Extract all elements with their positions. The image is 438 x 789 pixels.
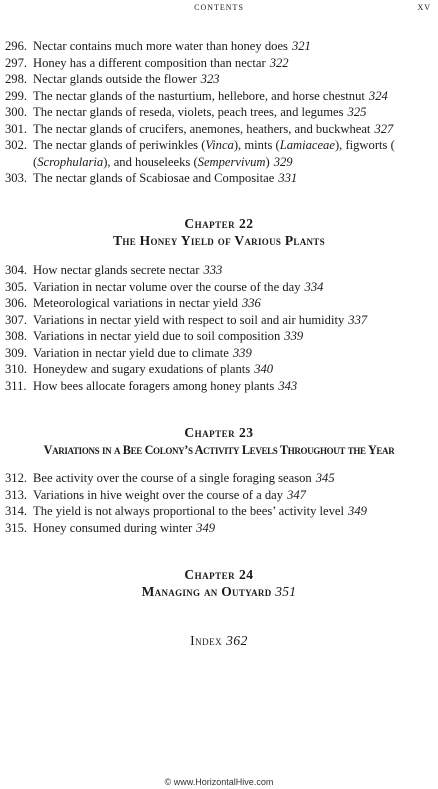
- running-header-page-number: xv: [417, 1, 431, 13]
- chapter-title-line: [0, 583, 438, 601]
- entry-page: 323: [200, 72, 220, 86]
- entry-title-italic: Scrophularia: [37, 154, 104, 169]
- entry-title: Honey consumed during winter: [33, 520, 193, 535]
- index-entry: [0, 633, 438, 649]
- toc-entry: [5, 88, 435, 105]
- entry-page: 333: [203, 263, 223, 277]
- toc-entry: [5, 520, 435, 537]
- entry-page: 336: [241, 296, 261, 310]
- chapter-page: 351: [275, 584, 297, 599]
- entry-number: 303.: [5, 171, 28, 185]
- entry-number: 310.: [5, 362, 28, 376]
- toc-list-chapter-21: [5, 38, 435, 187]
- index-label: Index: [190, 633, 223, 648]
- entry-number: 304.: [5, 263, 28, 277]
- entry-number: 313.: [5, 487, 28, 502]
- entry-title: Variations in nectar yield with respect to soil and air humidity: [33, 312, 345, 327]
- toc-entry: [5, 137, 435, 170]
- entry-page: 340: [254, 362, 274, 376]
- entry-page: 322: [269, 55, 289, 70]
- entry-number: 299.: [5, 88, 28, 103]
- entry-title: Variation in nectar yield due to climate: [33, 345, 229, 360]
- toc-entry: [5, 312, 435, 329]
- entry-number: 315.: [5, 520, 28, 535]
- entry-number: 311.: [5, 378, 27, 393]
- chapter-title: Variations in a Bee Colony’s Activity Levels Throughout the Year: [43, 443, 395, 457]
- entry-title: Variations in hive weight over the course of a day: [33, 487, 284, 502]
- entry-page: 327: [374, 121, 394, 136]
- entry-title-part: ), figworts (: [334, 138, 395, 152]
- toc-list-chapter-22: [5, 262, 435, 394]
- toc-entry: [5, 345, 435, 362]
- entry-page: 349: [196, 520, 216, 535]
- toc-entry: [5, 487, 435, 504]
- toc-entry: [5, 361, 435, 378]
- entry-title: Variations in nectar yield due to soil composition: [33, 329, 281, 343]
- toc-entry: [5, 262, 435, 279]
- entry-title-italic: Sempervivum: [197, 154, 266, 169]
- entry-number: 297.: [5, 55, 28, 70]
- entry-page: 329: [273, 154, 293, 169]
- toc-entry: [5, 170, 435, 187]
- entry-number: 296.: [5, 39, 28, 53]
- toc-entry: [5, 71, 435, 88]
- running-header: [0, 0, 438, 16]
- entry-page: 339: [232, 345, 252, 360]
- entry-page: 347: [287, 487, 306, 502]
- chapter-number: Chapter 23: [184, 425, 254, 440]
- entry-number: 312.: [5, 471, 28, 485]
- entry-page: 345: [315, 471, 335, 485]
- entry-page: 324: [368, 88, 388, 103]
- entry-title: Variation in nectar volume over the course of the day: [33, 279, 301, 294]
- chapter-heading-24: [0, 566, 438, 601]
- entry-title: Bee activity over the course of a single foraging season: [33, 471, 312, 485]
- entry-number: 305.: [5, 279, 28, 294]
- chapter-heading-23: [0, 424, 438, 459]
- toc-entry: [5, 121, 435, 138]
- entry-title-italic: Lamiaceae: [279, 138, 335, 152]
- toc-entry: [5, 38, 435, 55]
- running-header-title: contents: [194, 1, 244, 13]
- entry-title-part: The nectar glands of periwinkles (: [33, 138, 206, 152]
- entry-title-part: ), and houseleeks (: [103, 154, 198, 169]
- toc-list-chapter-23: [5, 470, 435, 536]
- entry-title-italic: Vinca: [205, 138, 234, 152]
- entry-number: 306.: [5, 296, 28, 310]
- entry-title-part: ): [265, 154, 270, 169]
- entry-title: Honey has a different composition than nectar: [33, 55, 266, 70]
- toc-entry: [5, 328, 435, 345]
- entry-number: 301.: [5, 121, 28, 136]
- entry-title: How bees allocate foragers among honey plants: [33, 378, 275, 393]
- entry-number: 298.: [5, 72, 28, 86]
- entry-title: How nectar glands secrete nectar: [33, 263, 200, 277]
- entry-number: 314.: [5, 504, 28, 518]
- chapter-title: The Honey Yield of Various Plants: [113, 233, 325, 248]
- footer-copyright: © www.HorizontalHive.com: [164, 777, 274, 787]
- entry-title: Nectar glands outside the flower: [33, 72, 197, 86]
- entry-title: Meteorological variations in nectar yield: [33, 296, 238, 310]
- toc-entry: [5, 295, 435, 312]
- entry-page: 325: [347, 105, 367, 119]
- toc-entry: [5, 104, 435, 121]
- entry-page: 339: [284, 329, 304, 343]
- toc-entry: [5, 378, 435, 395]
- entry-page: 331: [278, 171, 298, 185]
- entry-title: The yield is not always proportional to the bees’ activity level: [33, 504, 345, 518]
- entry-number: 308.: [5, 329, 28, 343]
- entry-title: The nectar glands of crucifers, anemones, heathers, and buckwheat: [33, 121, 371, 136]
- chapter-heading-22: [0, 215, 438, 250]
- index-page: 362: [226, 633, 248, 648]
- entry-title: The nectar glands of the nasturtium, hellebore, and horse chestnut: [33, 88, 365, 103]
- entry-number: 302.: [5, 138, 28, 152]
- entry-page: 343: [278, 378, 298, 393]
- entry-title: The nectar glands of periwinkles (Vinca), mints (Lamiaceae), figworts ( (Scrophularia), and houseleeks (Sempervivum) 329: [33, 138, 395, 169]
- toc-entry: [5, 279, 435, 296]
- entry-page: 337: [348, 312, 368, 327]
- entry-title: Honeydew and sugary exudations of plants: [33, 362, 251, 376]
- entry-number: 300.: [5, 105, 28, 119]
- entry-title: The nectar glands of Scabiosae and Compositae: [33, 171, 275, 185]
- entry-page: 321: [291, 39, 311, 53]
- entry-number: 307.: [5, 312, 28, 327]
- entry-title: Nectar contains much more water than honey does: [33, 39, 288, 53]
- toc-entry: [5, 470, 435, 487]
- chapter-number: Chapter 22: [184, 216, 254, 231]
- toc-entry: [5, 55, 435, 72]
- entry-page: 334: [304, 279, 324, 294]
- entry-title: The nectar glands of reseda, violets, peach trees, and legumes: [33, 105, 344, 119]
- entry-page: 349: [348, 504, 367, 518]
- chapter-title: Managing an Outyard: [141, 584, 272, 599]
- entry-title-part: ), mints (: [233, 138, 280, 152]
- entry-number: 309.: [5, 345, 28, 360]
- toc-entry: [5, 503, 435, 520]
- chapter-number: Chapter 24: [184, 567, 254, 582]
